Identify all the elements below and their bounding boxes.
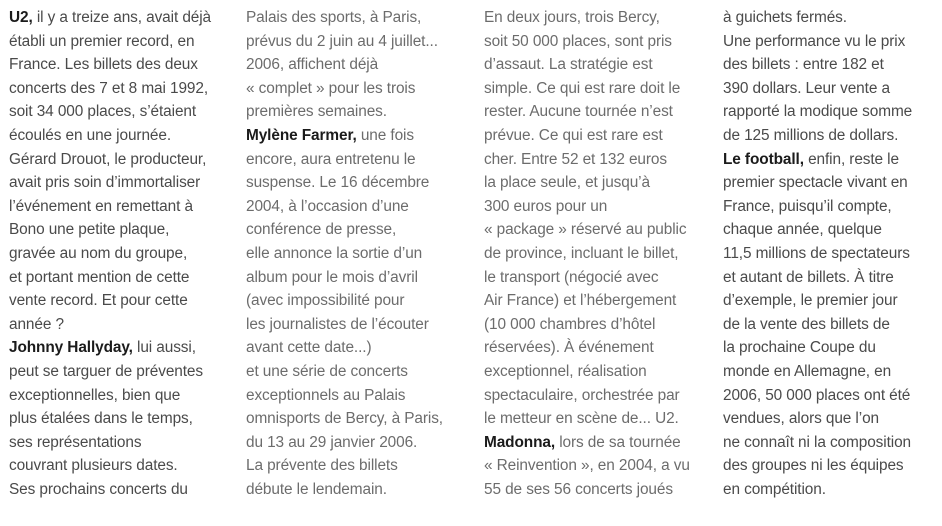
text-line [723, 313, 942, 337]
text-line [246, 313, 476, 337]
line-text: Bono une petite plaque, [9, 221, 170, 239]
line-text: des groupes ni les équipes [723, 457, 904, 475]
text-line [484, 100, 716, 124]
line-text: une fois [356, 126, 414, 144]
line-text: La prévente des billets [246, 457, 398, 475]
text-line [723, 100, 942, 124]
text-line [246, 266, 476, 290]
line-text: omnisports de Bercy, à Paris, [246, 410, 443, 428]
text-line [9, 360, 237, 384]
text-line [246, 242, 476, 266]
text-line [484, 77, 716, 101]
line-text: (10 000 chambres d’hôtel [484, 315, 656, 333]
text-line [723, 218, 942, 242]
line-text: d’assaut. La stratégie est [484, 56, 653, 74]
lead-in-name: Madonna, [484, 433, 556, 451]
text-line [246, 454, 476, 478]
line-text: 2004, à l’occasion d’une [246, 197, 409, 215]
line-text: simple. Ce qui est rare doit le [484, 79, 681, 97]
line-text: Ses prochains concerts du [9, 480, 188, 498]
line-text: (avec impossibilité pour [246, 292, 405, 310]
text-line [246, 218, 476, 242]
line-text: France. Les billets des deux [9, 56, 198, 74]
text-line [723, 336, 942, 360]
line-text: de province, incluant le billet, [484, 244, 679, 262]
text-line [484, 431, 716, 455]
text-line [484, 242, 716, 266]
text-line [723, 195, 942, 219]
text-line [9, 171, 237, 195]
text-line [484, 148, 716, 172]
text-line [9, 454, 237, 478]
text-line [246, 336, 476, 360]
text-line [723, 148, 942, 172]
line-text: couvrant plusieurs dates. [9, 457, 178, 475]
text-line [246, 431, 476, 455]
text-line [723, 266, 942, 290]
line-text: gravée au nom du groupe, [9, 244, 188, 262]
text-line [246, 384, 476, 408]
text-line [484, 53, 716, 77]
line-text: Palais des sports, à Paris, [246, 9, 422, 26]
line-text: elle annonce la sortie d’un [246, 244, 423, 262]
line-text: rester. Aucune tournée n’est [484, 103, 673, 121]
line-text: encore, aura entretenu le [246, 150, 416, 168]
text-line [484, 478, 716, 502]
text-line [723, 171, 942, 195]
line-text: écoulés en une journée. [9, 126, 171, 144]
line-text: du 13 au 29 janvier 2006. [246, 433, 418, 451]
line-text: ne connaît ni la composition [723, 433, 911, 451]
text-line [9, 77, 237, 101]
text-column-1 [9, 6, 237, 501]
text-line [246, 171, 476, 195]
text-column-2 [246, 6, 476, 501]
line-text: plus étalées dans le temps, [9, 410, 193, 428]
text-line [723, 360, 942, 384]
line-text: 390 dollars. Leur vente a [723, 79, 890, 97]
line-text: en compétition. [723, 480, 826, 498]
line-text: et autant de billets. À titre [723, 268, 894, 286]
text-line [9, 218, 237, 242]
text-line [9, 384, 237, 408]
text-line [9, 266, 237, 290]
line-text: « complet » pour les trois [246, 79, 416, 97]
text-line [723, 77, 942, 101]
line-text: conférence de presse, [246, 221, 397, 239]
line-text: le metteur en scène de... U2. [484, 410, 679, 428]
text-line [484, 454, 716, 478]
text-line [484, 360, 716, 384]
text-line [9, 431, 237, 455]
line-text: « Reinvention », en 2004, a vu [484, 457, 690, 475]
text-line [9, 195, 237, 219]
line-text: de la vente des billets de [723, 315, 890, 333]
line-text: Air France) et l’hébergement [484, 292, 677, 310]
text-line [484, 336, 716, 360]
line-text: 300 euros pour un [484, 197, 608, 215]
line-text: ses représentations [9, 433, 142, 451]
text-line [246, 30, 476, 54]
line-text: concerts des 7 et 8 mai 1992, [9, 79, 209, 97]
line-text: peut se targuer de préventes [9, 362, 203, 380]
text-line [246, 124, 476, 148]
line-text: année ? [9, 315, 64, 333]
line-text: France, puisqu’il compte, [723, 197, 892, 215]
text-line [484, 6, 716, 30]
line-text: les journalistes de l’écouter [246, 315, 429, 333]
text-line [246, 195, 476, 219]
text-line [9, 478, 237, 502]
line-text: premières semaines. [246, 103, 387, 121]
line-text: soit 50 000 places, sont pris [484, 32, 672, 50]
text-line [246, 53, 476, 77]
line-text: à guichets fermés. [723, 9, 847, 26]
text-column-3 [484, 6, 716, 501]
text-line [723, 289, 942, 313]
text-line [484, 289, 716, 313]
lead-in-name: Mylène Farmer, [246, 126, 357, 144]
text-line [723, 407, 942, 431]
text-line [723, 53, 942, 77]
line-text: En deux jours, trois Bercy, [484, 9, 660, 26]
line-text: « package » réservé au public [484, 221, 687, 239]
line-text: vendues, alors que l’on [723, 410, 879, 428]
line-text: premier spectacle vivant en [723, 174, 908, 192]
line-text: établi un premier record, en [9, 32, 195, 50]
text-line [246, 6, 476, 30]
line-text: monde en Allemagne, en [723, 362, 892, 380]
text-line [723, 6, 942, 30]
text-line [484, 30, 716, 54]
line-text: la prochaine Coupe du [723, 339, 876, 357]
line-text: réservées). À événement [484, 339, 654, 357]
line-text: exceptionnel, réalisation [484, 362, 647, 380]
text-line [484, 407, 716, 431]
line-text: et portant mention de cette [9, 268, 190, 286]
line-text: des billets : entre 182 et [723, 56, 884, 74]
text-line [484, 124, 716, 148]
text-line [723, 478, 942, 502]
line-text: rapporté la modique somme [723, 103, 913, 121]
text-line [484, 171, 716, 195]
line-text: avait pris soin d’immortaliser [9, 174, 201, 192]
text-line [9, 313, 237, 337]
line-text: Une performance vu le prix [723, 32, 906, 50]
text-line [9, 407, 237, 431]
text-line [9, 124, 237, 148]
text-line [246, 77, 476, 101]
text-line [723, 124, 942, 148]
line-text: 2006, affichent déjà [246, 56, 379, 74]
line-text: l’événement en remettant à [9, 197, 193, 215]
text-column-4 [723, 6, 942, 501]
text-line [484, 218, 716, 242]
text-line [723, 431, 942, 455]
text-line [246, 360, 476, 384]
line-text: spectaculaire, orchestrée par [484, 386, 680, 404]
text-line [246, 148, 476, 172]
line-text: et une série de concerts [246, 362, 408, 380]
text-line [246, 407, 476, 431]
line-text: lui aussi, [132, 339, 196, 357]
lead-in-name: Johnny Hallyday, [9, 339, 133, 357]
line-text: lors de sa tournée [555, 433, 681, 451]
line-text: 2006, 50 000 places ont été [723, 386, 911, 404]
text-line [723, 30, 942, 54]
line-text: album pour le mois d’avril [246, 268, 418, 286]
text-line [246, 289, 476, 313]
line-text: exceptionnelles, bien que [9, 386, 181, 404]
line-text: enfin, reste le [803, 150, 899, 168]
text-line [9, 100, 237, 124]
line-text: 55 de ses 56 concerts joués [484, 480, 673, 498]
line-text: cher. Entre 52 et 132 euros [484, 150, 667, 168]
line-text: Gérard Drouot, le producteur, [9, 150, 207, 168]
lead-in-name: U2, [9, 9, 33, 26]
line-text: 11,5 millions de spectateurs [723, 244, 910, 262]
line-text: débute le lendemain. [246, 480, 387, 498]
text-line [484, 266, 716, 290]
line-text: chaque année, quelque [723, 221, 882, 239]
text-line [723, 384, 942, 408]
line-text: soit 34 000 places, s’étaient [9, 103, 197, 121]
text-line [246, 478, 476, 502]
text-line [484, 313, 716, 337]
line-text: il y a treize ans, avait déjà [32, 9, 212, 26]
line-text: vente record. Et pour cette [9, 292, 188, 310]
text-line [723, 454, 942, 478]
text-line [246, 100, 476, 124]
text-line [9, 242, 237, 266]
line-text: la place seule, et jusqu’à [484, 174, 650, 192]
text-line [484, 195, 716, 219]
text-line [9, 30, 237, 54]
line-text: prévus du 2 juin au 4 juillet... [246, 32, 438, 50]
line-text: le transport (négocié avec [484, 268, 659, 286]
line-text: avant cette date...) [246, 339, 372, 357]
line-text: de 125 millions de dollars. [723, 126, 899, 144]
line-text: suspense. Le 16 décembre [246, 174, 430, 192]
line-text: d’exemple, le premier jour [723, 292, 898, 310]
text-line [9, 53, 237, 77]
text-line [9, 6, 237, 30]
line-text: exceptionnels au Palais [246, 386, 406, 404]
line-text: prévue. Ce qui est rare est [484, 126, 663, 144]
lead-in-name: Le football, [723, 150, 804, 168]
text-line [9, 336, 237, 360]
text-line [723, 242, 942, 266]
text-line [9, 289, 237, 313]
text-line [484, 384, 716, 408]
text-line [9, 148, 237, 172]
